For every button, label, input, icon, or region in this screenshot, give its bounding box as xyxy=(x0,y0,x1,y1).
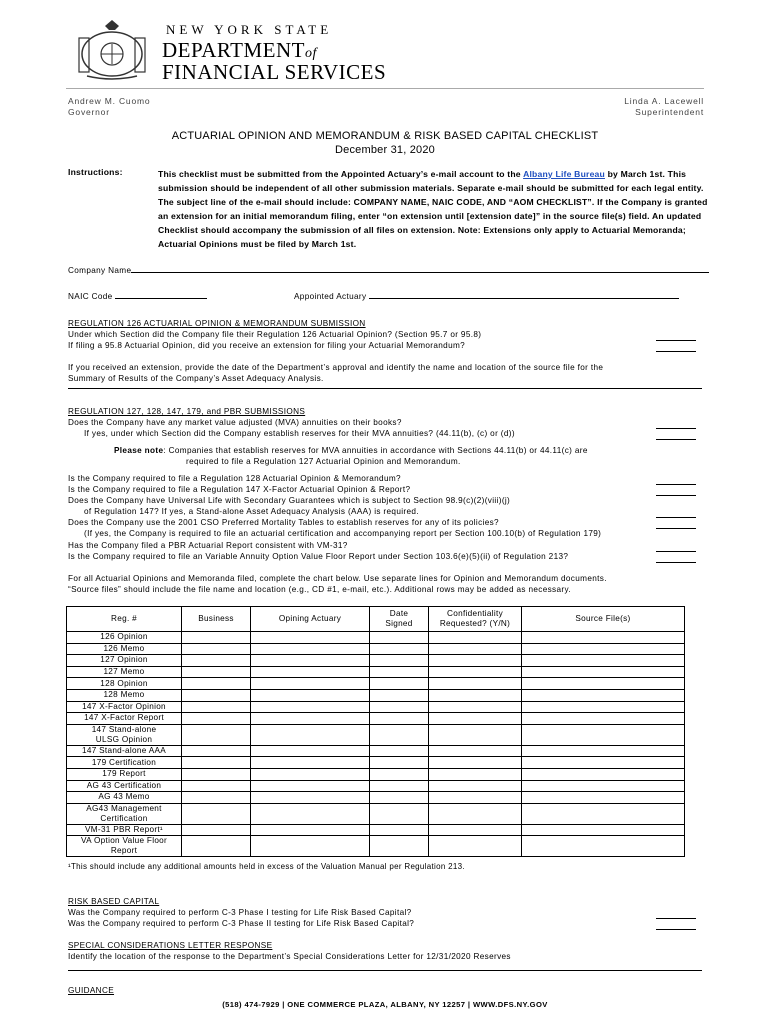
src-cell[interactable] xyxy=(522,632,685,644)
bus-cell[interactable] xyxy=(182,655,251,667)
state-seal-icon xyxy=(75,20,149,80)
reg127-q2: If yes, under which Section did the Company establish reserves for their MVA annuities? (44.11(b), (c) or (d)) xyxy=(84,429,515,438)
page-footer: (518) 474-7929 | ONE COMMERCE PLAZA, ALBANY, NY 12257 | WWW.DFS.NY.GOV xyxy=(222,1000,548,1009)
opa-cell[interactable] xyxy=(251,666,370,678)
agency-line-3: FINANCIAL SERVICES xyxy=(162,60,387,84)
bus-cell[interactable] xyxy=(182,678,251,690)
dat-cell[interactable] xyxy=(370,643,429,655)
reg147-answer[interactable] xyxy=(656,486,696,496)
scl-answer-line[interactable] xyxy=(68,970,702,971)
dat-cell[interactable] xyxy=(370,689,429,701)
reg128-q: Is the Company required to file a Regulation 128 Actuarial Opinion & Memorandum? xyxy=(68,474,401,483)
table-row xyxy=(67,836,685,857)
reg-cell: 147 X-Factor Opinion xyxy=(67,701,182,713)
con-cell[interactable] xyxy=(429,745,522,757)
table-row xyxy=(67,643,685,655)
reg-cell: AG 43 Certification xyxy=(67,780,182,792)
table-row xyxy=(67,678,685,690)
reg-cell: 128 Memo xyxy=(67,689,182,701)
table-row xyxy=(67,689,685,701)
bus-cell[interactable] xyxy=(182,745,251,757)
dat-cell[interactable] xyxy=(370,632,429,644)
con-cell[interactable] xyxy=(429,689,522,701)
rbc-q2: Was the Company required to perform C-3 Phase II testing for Life Risk Based Capital? xyxy=(68,919,415,928)
src-cell[interactable] xyxy=(522,824,685,836)
dat-cell[interactable] xyxy=(370,713,429,725)
src-cell[interactable] xyxy=(522,666,685,678)
reg-cell: VA Option Value Floor Report xyxy=(67,836,182,857)
scl-q1: Identify the location of the response to the Department’s Special Considerations Letter for 12/31/2020 Reserves xyxy=(68,952,511,961)
page-title: ACTUARIAL OPINION AND MEMORANDUM & RISK BASED CAPITAL CHECKLIST xyxy=(171,130,599,142)
con-cell[interactable] xyxy=(429,713,522,725)
superintendent-name: Linda A. Lacewell xyxy=(624,96,704,106)
table-footnote: ¹This should include any additional amounts held in excess of the Valuation Manual per Regulation 213. xyxy=(68,862,465,871)
instructions-text: This checklist must be submitted from the Appointed Actuary’s e-mail account to the Albany Life Bureau by March 1st. This submission should be independent of all other submission materials. Separate e-mail should be submitted for each legal entity. The subject line of the e-mail should include: COMPANY NAME, NAIC CODE, AND “AOM CHECKLIST”. If the Company is granted an extension for an initial memorandum filing, enter “on extension until [extension date]” in the source file(s) field. An updated Checklist should accompany the submission of all files on extension. Note: Extensions only apply to Actuarial Memoranda; Actuarial Opinions must be filed by March 1st. xyxy=(158,169,708,249)
guidance-heading: GUIDANCE xyxy=(68,986,115,995)
bus-cell[interactable] xyxy=(182,666,251,678)
reg126-q3-answer-line[interactable] xyxy=(68,388,702,389)
table-row xyxy=(67,803,685,824)
pbr-answer[interactable] xyxy=(656,542,696,552)
opa-cell[interactable] xyxy=(251,757,370,769)
header-source-files: Source File(s) xyxy=(522,607,685,632)
bus-cell[interactable] xyxy=(182,643,251,655)
con-cell[interactable] xyxy=(429,824,522,836)
albany-life-bureau-link[interactable]: Albany Life Bureau xyxy=(523,169,605,179)
table-row xyxy=(67,724,685,745)
con-cell[interactable] xyxy=(429,666,522,678)
bus-cell[interactable] xyxy=(182,689,251,701)
pbr-q: Has the Company filed a PBR Actuarial Report consistent with VM-31? xyxy=(68,541,348,550)
reg127-q2-answer[interactable] xyxy=(656,430,696,440)
dat-cell[interactable] xyxy=(370,792,429,804)
reg-cell: 127 Opinion xyxy=(67,655,182,667)
src-cell[interactable] xyxy=(522,678,685,690)
bus-cell[interactable] xyxy=(182,824,251,836)
governor-name: Andrew M. Cuomo xyxy=(68,96,151,106)
superintendent-title: Superintendent xyxy=(635,107,704,117)
header-business: Business xyxy=(182,607,251,632)
con-cell[interactable] xyxy=(429,803,522,824)
opa-cell[interactable] xyxy=(251,632,370,644)
opa-cell[interactable] xyxy=(251,836,370,857)
ulsg-q-a: Does the Company have Universal Life with Secondary Guarantees which is subject to Section 98.9(c)(2)(viii)(j) xyxy=(68,496,511,505)
dat-cell[interactable] xyxy=(370,745,429,757)
rbc-heading: RISK BASED CAPITAL xyxy=(68,897,160,906)
opa-cell[interactable] xyxy=(251,803,370,824)
dat-cell[interactable] xyxy=(370,768,429,780)
header-confidentiality: Confidentiality Requested? (Y/N) xyxy=(429,607,522,632)
reg126-q1-answer[interactable] xyxy=(656,331,696,341)
opa-cell[interactable] xyxy=(251,701,370,713)
src-cell[interactable] xyxy=(522,643,685,655)
table-row xyxy=(67,655,685,667)
con-cell[interactable] xyxy=(429,757,522,769)
cso-q: Does the Company use the 2001 CSO Preferred Mortality Tables to establish reserves for any of its policies? xyxy=(68,518,499,527)
reg127-heading: REGULATION 127, 128, 147, 179, and PBR SUBMISSIONS xyxy=(68,407,306,416)
table-row xyxy=(67,780,685,792)
appointed-actuary-field[interactable]: Appointed Actuary xyxy=(294,292,679,301)
rbc-q1: Was the Company required to perform C-3 Phase I testing for Life Risk Based Capital? xyxy=(68,908,412,917)
dat-cell[interactable] xyxy=(370,666,429,678)
opa-cell[interactable] xyxy=(251,780,370,792)
dat-cell[interactable] xyxy=(370,757,429,769)
bus-cell[interactable] xyxy=(182,768,251,780)
bus-cell[interactable] xyxy=(182,724,251,745)
bus-cell[interactable] xyxy=(182,757,251,769)
con-cell[interactable] xyxy=(429,655,522,667)
header-date-signed: Date Signed xyxy=(370,607,429,632)
reg-cell: 126 Memo xyxy=(67,643,182,655)
opa-cell[interactable] xyxy=(251,745,370,757)
naic-code-field[interactable]: NAIC Code xyxy=(68,292,207,301)
bus-cell[interactable] xyxy=(182,632,251,644)
reg126-q2: If filing a 95.8 Actuarial Opinion, did you receive an extension for filing your Actuarial Memorandum? xyxy=(68,341,466,350)
va-floor-q: Is the Company required to file an Variable Annuity Option Value Floor Report under Section 103.6(e)(5)(ii) of Regulation 213? xyxy=(68,552,569,561)
va-floor-answer[interactable] xyxy=(656,553,696,563)
src-cell[interactable] xyxy=(522,689,685,701)
opa-cell[interactable] xyxy=(251,655,370,667)
reg127-note-a: Please note: Companies that establish reserves for MVA annuities in accordance with Sections 44.11(b) or 44.11(c) are xyxy=(114,446,588,455)
opa-cell[interactable] xyxy=(251,643,370,655)
dat-cell[interactable] xyxy=(370,824,429,836)
bus-cell[interactable] xyxy=(182,713,251,725)
reg127-q1-answer[interactable] xyxy=(656,419,696,429)
con-cell[interactable] xyxy=(429,792,522,804)
src-cell[interactable] xyxy=(522,724,685,745)
opa-cell[interactable] xyxy=(251,768,370,780)
bus-cell[interactable] xyxy=(182,803,251,824)
dat-cell[interactable] xyxy=(370,655,429,667)
con-cell[interactable] xyxy=(429,768,522,780)
src-cell[interactable] xyxy=(522,792,685,804)
table-row xyxy=(67,757,685,769)
rbc-q2-answer[interactable] xyxy=(656,920,696,930)
checklist-table xyxy=(66,606,685,857)
con-cell[interactable] xyxy=(429,678,522,690)
table-header-row xyxy=(67,607,685,632)
agency-line-2: DEPARTMENTof xyxy=(162,38,317,62)
opa-cell[interactable] xyxy=(251,792,370,804)
src-cell[interactable] xyxy=(522,803,685,824)
src-cell[interactable] xyxy=(522,780,685,792)
reg126-q3b: Summary of Results of the Company’s Asset Adequacy Analysis. xyxy=(68,374,324,383)
reg-cell: 147 Stand-alone ULSG Opinion xyxy=(67,724,182,745)
con-cell[interactable] xyxy=(429,701,522,713)
reg-cell: 126 Opinion xyxy=(67,632,182,644)
table-row xyxy=(67,632,685,644)
reg126-heading: REGULATION 126 ACTUARIAL OPINION & MEMORANDUM SUBMISSION xyxy=(68,319,366,328)
opa-cell[interactable] xyxy=(251,689,370,701)
reg-cell: 127 Memo xyxy=(67,666,182,678)
bus-cell[interactable] xyxy=(182,792,251,804)
bus-cell[interactable] xyxy=(182,701,251,713)
dat-cell[interactable] xyxy=(370,701,429,713)
opa-cell[interactable] xyxy=(251,824,370,836)
reg126-q3a: If you received an extension, provide the date of the Department’s approval and identify the name and location of the source file for the xyxy=(68,363,604,372)
con-cell[interactable] xyxy=(429,724,522,745)
table-row xyxy=(67,792,685,804)
reg-cell: VM-31 PBR Report¹ xyxy=(67,824,182,836)
con-cell[interactable] xyxy=(429,836,522,857)
src-cell[interactable] xyxy=(522,655,685,667)
reg-cell: AG 43 Memo xyxy=(67,792,182,804)
header-rule xyxy=(66,88,704,89)
con-cell[interactable] xyxy=(429,780,522,792)
chart-instructions-a: For all Actuarial Opinions and Memoranda filed, complete the chart below. Use separate lines for Opinion and Memorandum documents. xyxy=(68,574,607,583)
opa-cell[interactable] xyxy=(251,724,370,745)
company-name-field[interactable]: Company Name xyxy=(68,266,709,275)
reg126-q2-answer[interactable] xyxy=(656,342,696,352)
reg126-q1: Under which Section did the Company file their Regulation 126 Actuarial Opinion? (Section 95.7 or 95.8) xyxy=(68,330,482,339)
reg147-q: Is the Company required to file a Regulation 147 X-Factor Actuarial Opinion & Report? xyxy=(68,485,411,494)
con-cell[interactable] xyxy=(429,643,522,655)
reg-cell: 147 X-Factor Report xyxy=(67,713,182,725)
table-row xyxy=(67,768,685,780)
cso-answer[interactable] xyxy=(656,519,696,529)
con-cell[interactable] xyxy=(429,632,522,644)
table-row xyxy=(67,713,685,725)
bus-cell[interactable] xyxy=(182,780,251,792)
reg128-answer[interactable] xyxy=(656,475,696,485)
rbc-q1-answer[interactable] xyxy=(656,909,696,919)
reg-cell: 179 Certification xyxy=(67,757,182,769)
governor-title: Governor xyxy=(68,107,110,117)
table-row xyxy=(67,701,685,713)
ulsg-answer[interactable] xyxy=(656,508,696,518)
dat-cell[interactable] xyxy=(370,780,429,792)
chart-instructions-b: “Source files” should include the file name and location (e.g., CD #1, e-mail, etc.). Additional rows may be added as necessary. xyxy=(68,585,571,594)
header-reg: Reg. # xyxy=(67,607,182,632)
reg127-note-b: required to file a Regulation 127 Actuarial Opinion and Memorandum. xyxy=(186,457,461,466)
src-cell[interactable] xyxy=(522,713,685,725)
ulsg-q-b: of Regulation 147? If yes, a Stand-alone Asset Adequacy Analysis (AAA) is required. xyxy=(84,507,419,516)
dat-cell[interactable] xyxy=(370,836,429,857)
src-cell[interactable] xyxy=(522,701,685,713)
scl-heading: SPECIAL CONSIDERATIONS LETTER RESPONSE xyxy=(68,941,273,950)
opa-cell[interactable] xyxy=(251,678,370,690)
reg-cell: 147 Stand-alone AAA xyxy=(67,745,182,757)
instructions-label: Instructions: xyxy=(68,167,123,177)
agency-line-1: NEW YORK STATE xyxy=(166,22,333,37)
reg-cell: AG43 Management Certification xyxy=(67,803,182,824)
page-date: December 31, 2020 xyxy=(334,144,435,156)
src-cell[interactable] xyxy=(522,836,685,857)
reg-cell: 179 Report xyxy=(67,768,182,780)
bus-cell[interactable] xyxy=(182,836,251,857)
table-row xyxy=(67,745,685,757)
dat-cell[interactable] xyxy=(370,678,429,690)
reg127-q1: Does the Company have any market value adjusted (MVA) annuities on their books? xyxy=(68,418,402,427)
src-cell[interactable] xyxy=(522,745,685,757)
table-row xyxy=(67,824,685,836)
dat-cell[interactable] xyxy=(370,724,429,745)
reg179-note: (If yes, the Company is required to file an actuarial certification and accompanying report per Section 100.10(b) of Regulation 179) xyxy=(84,529,602,538)
src-cell[interactable] xyxy=(522,757,685,769)
dat-cell[interactable] xyxy=(370,803,429,824)
opa-cell[interactable] xyxy=(251,713,370,725)
table-row xyxy=(67,666,685,678)
reg-cell: 128 Opinion xyxy=(67,678,182,690)
src-cell[interactable] xyxy=(522,768,685,780)
header-opining-actuary: Opining Actuary xyxy=(251,607,370,632)
